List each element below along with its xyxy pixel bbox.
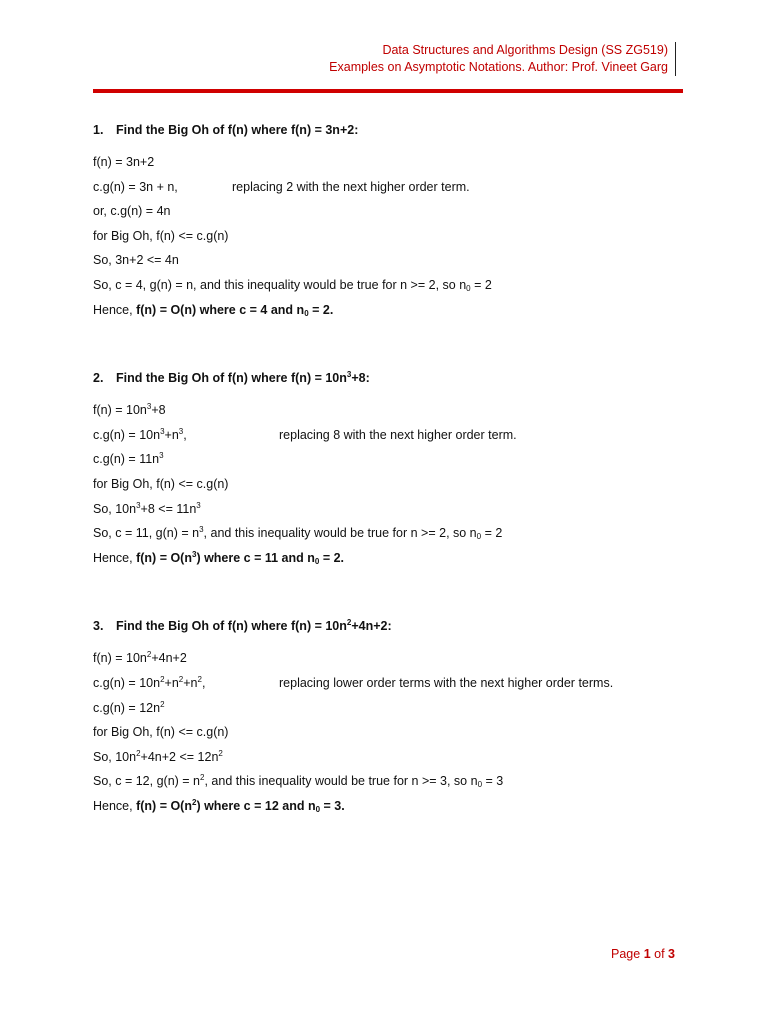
question-number: 2. [93, 371, 104, 386]
header-subtitle: Examples on Asymptotic Notations. Author: Prof. Vineet Garg [329, 60, 668, 74]
math-expression: or, c.g(n) = 4n [93, 204, 171, 219]
math-expression: So, 3n+2 <= 4n [93, 253, 179, 268]
header-course-title: Data Structures and Algorithms Design (SS ZG519) [382, 43, 668, 57]
math-expression: So, c = 11, $g(n) = n^3$, and this inequality would be true for n >= 2, so $n_0 = 2$ [93, 525, 503, 542]
question-title [93, 120, 693, 140]
solution-line [93, 447, 693, 472]
step-note: replacing 2 with the next higher order term. [232, 179, 470, 194]
solution-line [93, 248, 693, 273]
solution-line [93, 224, 693, 249]
question-section [93, 616, 693, 818]
math-expression: Hence, f(n) = O(n) where c = 4 and $n_0 = 2$. [93, 302, 334, 318]
solution-line [93, 696, 693, 721]
math-expression: for Big Oh, f(n) <= c.g(n) [93, 228, 229, 243]
solution-line [93, 521, 693, 546]
solution-line [93, 175, 693, 200]
question-section [93, 368, 693, 570]
math-expression: $c.g(n) = 10n^3+n^3$, [93, 426, 187, 442]
header-rule [93, 89, 683, 93]
page-footer [611, 947, 675, 961]
step-note: replacing lower order terms with the next higher order terms. [279, 675, 614, 690]
solution-line [93, 646, 693, 671]
question-title [93, 368, 693, 388]
question-number: 3. [93, 619, 104, 634]
question-section [93, 120, 693, 322]
solution-line [93, 671, 693, 696]
math-expression: for Big Oh, f(n) <= c.g(n) [93, 725, 229, 740]
math-expression: So, c = 12, $g(n) = n^2$, and this inequality would be true for n >= 3, so $n_0 = 3$ [93, 773, 504, 790]
math-expression: So, $10n^3+8 <= 11n^3$ [93, 500, 201, 516]
math-expression: So, c = 4, g(n) = n, and this inequality would be true for n >= 2, so $n_0 = 2$ [93, 277, 492, 293]
math-expression: f(n) = 3n+2 [93, 155, 155, 169]
solution-line [93, 720, 693, 745]
step-note: replacing 8 with the next higher order term. [279, 427, 517, 442]
page-header [329, 42, 676, 76]
math-expression: for Big Oh, f(n) <= c.g(n) [93, 476, 229, 491]
math-expression: Hence, $f(n) = O(n^3)$ where c = 11 and $n_0 = 2$. [93, 549, 345, 566]
page-word: Page [611, 947, 641, 961]
math-expression: $c.g(n) = 12n^2$ [93, 699, 165, 715]
total-pages-number: 3 [668, 947, 675, 961]
solution-line [93, 794, 693, 819]
question-title [93, 616, 693, 636]
math-expression: $c.g(n) = 10n^2+n^2+n^2$, [93, 674, 206, 690]
document-body [93, 120, 693, 864]
math-expression: $f(n) = 10n^2+4n+2$ [93, 650, 187, 666]
question-text: Find the Big Oh of f(n) where $f(n) = 10n^3+8$: [116, 370, 370, 386]
math-expression: c.g(n) = 3n + n, [93, 179, 178, 194]
solution-line [93, 769, 693, 794]
math-expression: $c.g(n) = 11n^3$ [93, 451, 164, 467]
math-expression: Hence, $f(n) = O(n^2)$ where c = 12 and $n_0 = 3$. [93, 797, 345, 814]
question-text: Find the Big Oh of f(n) where f(n) = 3n+2: [116, 123, 359, 137]
of-word: of [654, 947, 665, 961]
solution-line [93, 745, 693, 770]
solution-line [93, 150, 693, 175]
solution-line [93, 546, 693, 571]
solution-line [93, 398, 693, 423]
question-text: Find the Big Oh of f(n) where $f(n) = 10n^2+4n+2$: [116, 618, 392, 634]
math-expression: So, $10n^2+4n+2 <= 12n^2$ [93, 748, 223, 764]
question-number: 1. [93, 123, 104, 137]
solution-line [93, 472, 693, 497]
math-expression: $f(n) = 10n^3+8$ [93, 402, 166, 418]
solution-line [93, 298, 693, 323]
solution-line [93, 273, 693, 298]
current-page-number: 1 [643, 947, 651, 961]
solution-line [93, 423, 693, 448]
solution-line [93, 199, 693, 224]
solution-line [93, 497, 693, 522]
